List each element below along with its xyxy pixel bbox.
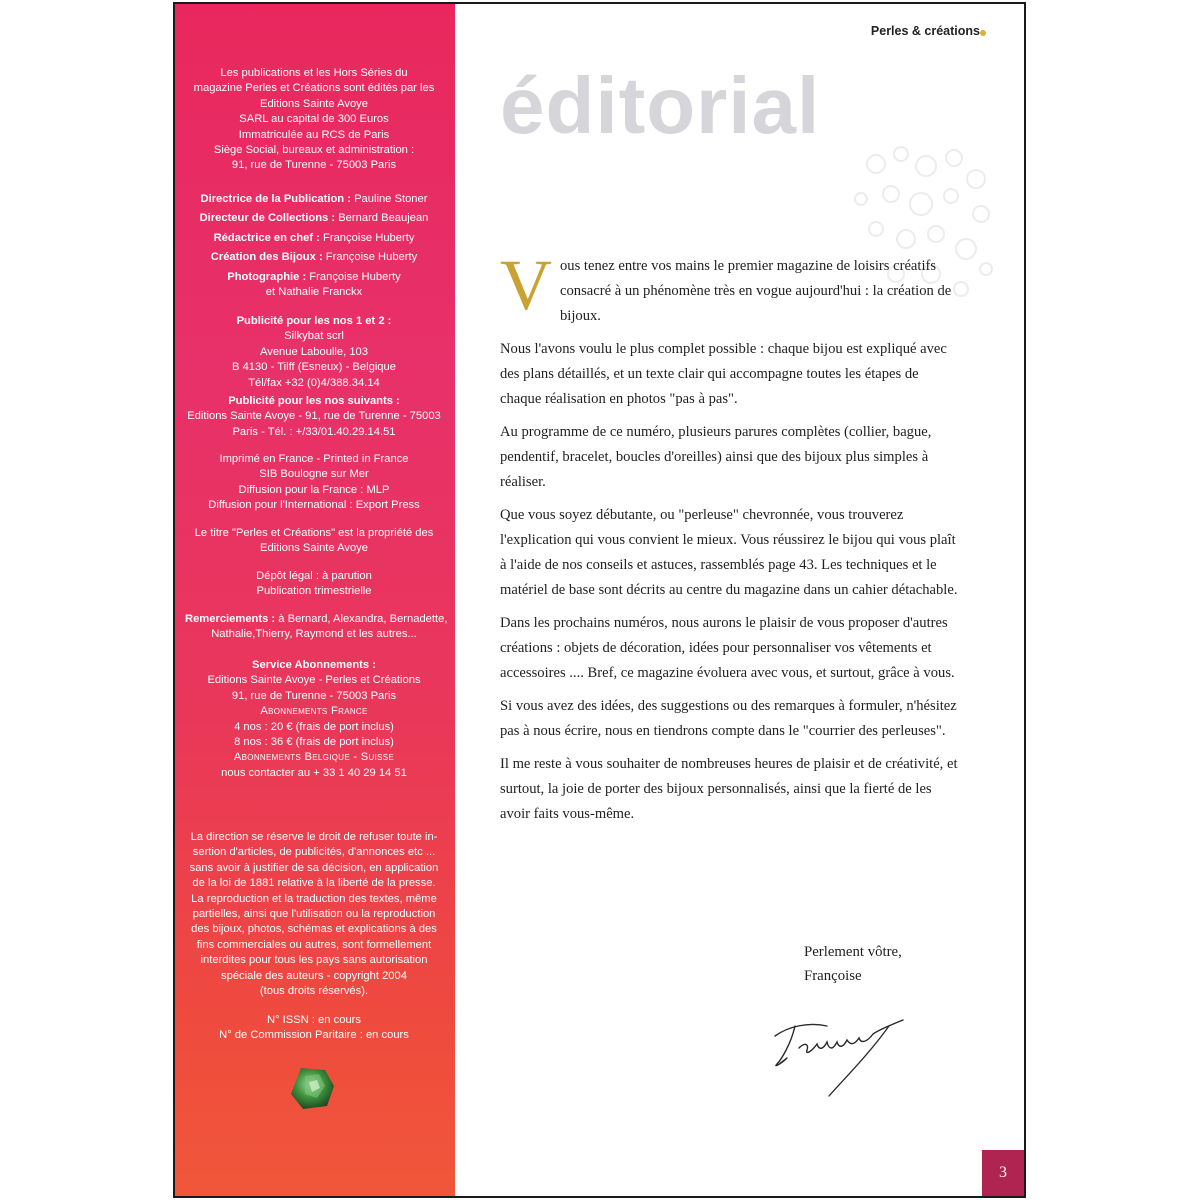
subs-label: Service Abonnements :: [252, 659, 376, 671]
disclaimer-line: La direction se réserve le droit de refuser toute in-: [190, 831, 438, 843]
subs-line: 91, rue de Turenne - 75003 Paris: [231, 689, 397, 702]
print-line: Diffusion pour l'International : Export Press: [208, 499, 420, 512]
advertising-1-2: [185, 314, 443, 391]
legal-deposit: [185, 569, 443, 600]
abo-price: 8 nos : 36 € (frais de port inclus): [234, 736, 394, 749]
pub12-label: Publicité pour les nos 1 et 2 :: [236, 315, 392, 327]
credit-line: [185, 211, 443, 226]
section-label: [185, 658, 443, 673]
abo-belgium-heading: Abonnements Belgique - Suisse: [233, 751, 395, 764]
publisher-line: Siège Social, bureaux et administration :: [213, 144, 415, 157]
dot-icon: [980, 30, 986, 36]
handwritten-signature: [769, 1004, 919, 1104]
issn-info: [185, 1013, 443, 1044]
disclaimer: [185, 830, 443, 999]
editorial-paragraph: Que vous soyez débutante, ou "perleuse" chevronnée, vous trouverez l'explication qui vous convient le mieux. Vous réussirez le bijou qui vous plaît à l'aide de nos conseils et astuces, rassemblés page 43. Les techniques et le matériel de base sont décrits au centre du magazine dans un cahier détachable.: [500, 507, 958, 598]
ad-line: Paris - Tél. : +/33/01.40.29.14.51: [232, 425, 396, 438]
credit-value: Bernard Beaujean: [335, 212, 429, 225]
paragraph-text: ous tenez entre vos mains le premier magazine de loisirs créatifs consacré à un phénomène très en vogue aujourd'hui : la création de bijoux.: [560, 258, 952, 324]
ad-line: Avenue Laboulle, 103: [259, 345, 369, 358]
credit-label: Rédactrice en chef :: [213, 231, 320, 244]
magazine-section-tag: Perles & créations: [870, 24, 980, 38]
editorial-paragraph: [500, 245, 962, 329]
sign-off-line: Perlement vôtre,: [804, 944, 902, 960]
disclaimer-line: sertion d'articles, de publicités, d'annonces etc ...: [192, 846, 436, 859]
publisher-line: SARL au capital de 300 Euros: [239, 113, 389, 126]
drop-cap: V: [500, 245, 552, 325]
publisher-line: Immatriculée au RCS de Paris: [238, 128, 390, 141]
print-line: Diffusion pour la France : MLP: [238, 483, 390, 496]
thanks-text: à Bernard, Alexandra, Bernadette,: [275, 613, 448, 625]
ad-line: B 4130 - Tilff (Esneux) - Belgique: [232, 361, 396, 374]
thanks-line: Nathalie,Thierry, Raymond et les autres...: [211, 628, 417, 641]
sign-off: [804, 940, 902, 988]
credits: [185, 192, 443, 300]
credit-line: [185, 250, 443, 265]
publisher-line: 91, rue de Turenne - 75003 Paris: [231, 159, 397, 172]
advertising-next: [185, 394, 443, 440]
credit-value: Françoise Huberty: [319, 231, 415, 244]
editorial-paragraph: Nous l'avons voulu le plus complet possible : chaque bijou est expliqué avec des plans détaillés, et un texte clair qui accompagne toutes les étapes de chaque réalisation en photos "pas à pas".: [500, 341, 947, 407]
legal-line: Publication trimestrielle: [256, 585, 372, 598]
editorial-paragraph: Au programme de ce numéro, plusieurs parures complètes (collier, bague, pendentif, bracelet, boucles d'oreilles) ainsi que des bijoux plus simples à réaliser.: [500, 424, 932, 490]
thanks-line: [185, 612, 448, 627]
publisher-line: magazine Perles et Créations sont édités par les: [193, 82, 435, 95]
credit-label: Directrice de la Publication :: [200, 193, 351, 205]
ad-line: Silkybat scrl: [284, 330, 344, 343]
credit-line: [185, 270, 443, 285]
publisher-info: [185, 66, 443, 174]
abo-france-heading: Abonnements France: [260, 705, 368, 718]
property-line: Le titre "Perles et Créations" est la propriété des: [194, 527, 434, 539]
ad-line: Editions Sainte Avoye - 91, rue de Turenne - 75003: [187, 410, 441, 423]
credit-value: Pauline Stoner: [350, 193, 428, 205]
page-number: 3: [982, 1150, 1024, 1196]
credit-value: Françoise Huberty: [322, 251, 418, 264]
publisher-line: Editions Sainte Avoye: [259, 97, 368, 110]
editorial-body: [500, 245, 962, 835]
disclaimer-line: (tous droits réservés).: [259, 985, 369, 998]
property-line: Editions Sainte Avoye: [259, 542, 368, 555]
disclaimer-line: fins commerciales ou autres, sont formellement: [196, 938, 432, 951]
print-line: Imprimé en France - Printed in France: [219, 453, 409, 465]
ad-line: Tél/fax +32 (0)4/388.34.14: [248, 376, 380, 389]
credit-line: [185, 231, 443, 246]
page-title: éditorial: [500, 61, 821, 150]
disclaimer-line: interdites pour tous les pays sans autorisation: [200, 954, 428, 967]
disclaimer-line: partielles, ainsi que l'utilisation ou la reproduction: [192, 908, 436, 921]
credit-value: Françoise Huberty: [306, 270, 401, 283]
disclaimer-line: de la loi de 1881 relative à la liberté de la presse.: [192, 877, 436, 890]
legal-line: Dépôt légal : à parution: [256, 570, 372, 582]
credit-label: Directeur de Collections :: [199, 212, 336, 225]
disclaimer-line: des bijoux, photos, schémas et explications à des: [191, 923, 437, 936]
green-bead-icon: [287, 1064, 337, 1112]
subs-line: Editions Sainte Avoye - Perles et Créations: [207, 674, 421, 687]
sign-off-name: Françoise: [804, 968, 862, 984]
disclaimer-line: La reproduction et la traduction des textes, même: [191, 892, 437, 905]
credit-label: Photographie :: [227, 270, 307, 283]
credit-line: et Nathalie Franckx: [265, 286, 363, 299]
subscriptions: [185, 658, 443, 781]
editorial-paragraph: Dans les prochains numéros, nous aurons le plaisir de vous proposer d'autres créations : objets de décoration, idées pour personnaliser vos vêtements et accessoires .... Bref, ce magazine évoluera avec vous, et surtout, grâce à vous.: [500, 615, 955, 681]
thanks: [185, 612, 448, 643]
masthead-sidebar: [175, 4, 455, 1196]
pubnext-label: Publicité pour les nos suivants :: [228, 395, 400, 407]
disclaimer-line: spéciale des auteurs - copyright 2004: [221, 969, 407, 982]
title-property: [185, 526, 443, 557]
section-label: [185, 394, 443, 409]
thanks-label: Remerciements :: [185, 613, 276, 625]
magazine-page: [173, 2, 1026, 1198]
issn-line: N° ISSN : en cours: [266, 1014, 361, 1026]
credit-label: Création des Bijoux :: [210, 251, 323, 264]
abo-contact: nous contacter au + 33 1 40 29 14 51: [221, 766, 407, 779]
editorial-paragraph: Si vous avez des idées, des suggestions ou des remarques à formuler, n'hésitez pas à nous écrire, nous en tiendrons compte dans le "courrier des perleuses".: [500, 698, 957, 739]
abo-price: 4 nos : 20 € (frais de port inclus): [234, 720, 394, 733]
print-line: SIB Boulogne sur Mer: [259, 468, 369, 481]
publisher-line: Les publications et les Hors Séries du: [220, 67, 408, 79]
issn-line: N° de Commission Paritaire : en cours: [219, 1029, 409, 1042]
credit-line: [185, 192, 443, 207]
section-label: [185, 314, 443, 329]
editorial-paragraph: Il me reste à vous souhaiter de nombreuses heures de plaisir et de créativité, et surtout, la joie de porter des bijoux personnalisés, ainsi que la fierté de les avoir faits vous-même.: [500, 756, 958, 822]
printing-info: [185, 452, 443, 514]
disclaimer-line: sans avoir à justifier de sa décision, en application: [189, 861, 439, 874]
